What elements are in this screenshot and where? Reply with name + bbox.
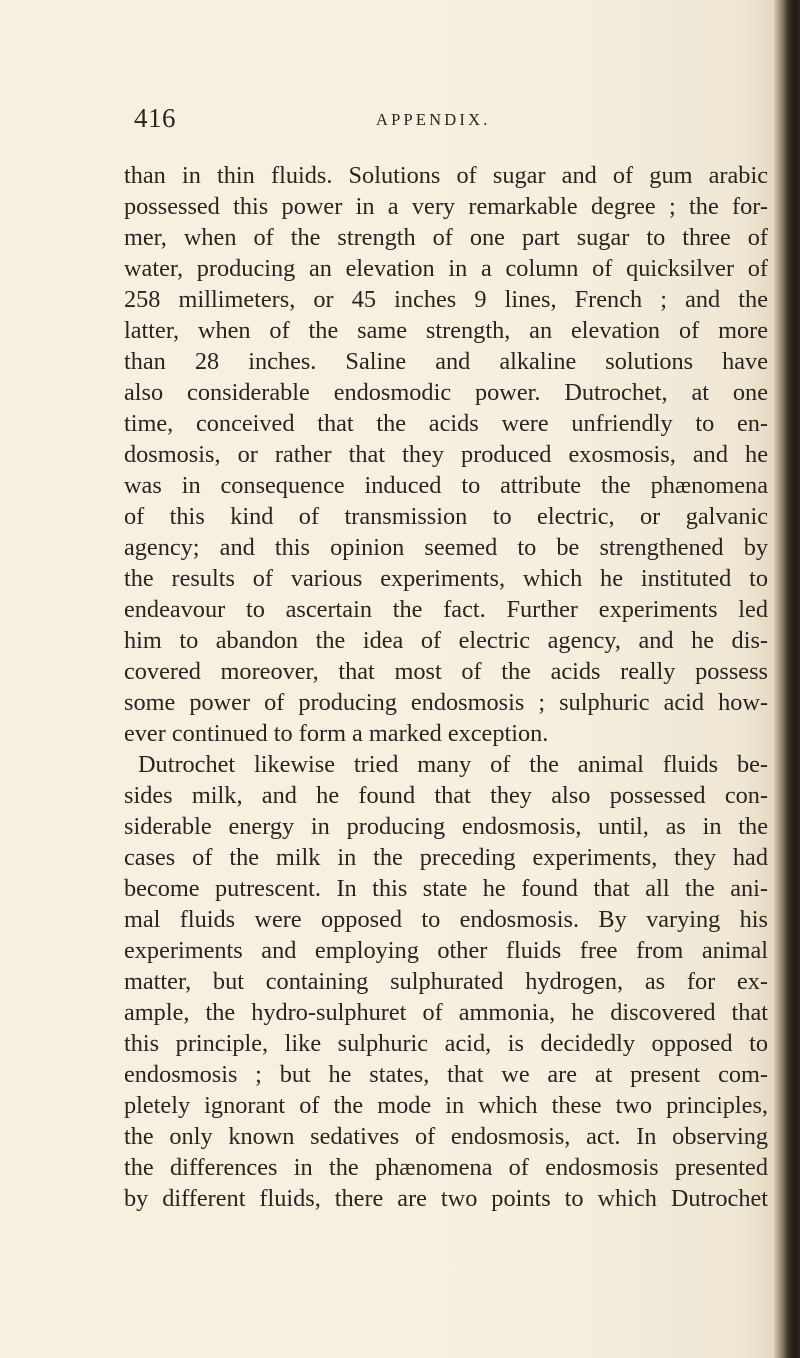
text-line: than 28 inches. Saline and alkaline solutions have <box>124 348 768 375</box>
body-text <box>124 160 768 1214</box>
text-line: experiments and employing other fluids free from animal <box>124 937 768 964</box>
text-line: time, conceived that the acids were unfriendly to en- <box>124 410 768 437</box>
text-line: cases of the milk in the preceding experiments, they had <box>124 844 768 871</box>
text-line-paragraph-end: ever continued to form a marked exception. <box>124 720 549 747</box>
text-line: possessed this power in a very remarkable degree ; the for- <box>124 193 768 220</box>
text-line: matter, but containing sulphurated hydrogen, as for ex- <box>124 968 768 995</box>
text-line: some power of producing endosmosis ; sulphuric acid how- <box>124 689 768 716</box>
text-line: the differences in the phænomena of endosmosis presented <box>124 1154 768 1181</box>
text-line: him to abandon the idea of electric agency, and he dis- <box>124 627 768 654</box>
text-line: the only known sedatives of endosmosis, act. In observing <box>124 1123 768 1150</box>
text-line: sides milk, and he found that they also possessed con- <box>124 782 768 809</box>
text-line: covered moreover, that most of the acids really possess <box>124 658 768 685</box>
text-line: by different fluids, there are two points to which Dutrochet <box>124 1185 768 1212</box>
text-line: become putrescent. In this state he found that all the ani- <box>124 875 768 902</box>
page-header <box>124 103 764 143</box>
text-line: pletely ignorant of the mode in which these two principles, <box>124 1092 768 1119</box>
running-head: APPENDIX. <box>376 110 491 129</box>
text-line-paragraph-start: Dutrochet likewise tried many of the animal fluids be- <box>138 751 768 778</box>
text-line: 258 millimeters, or 45 inches 9 lines, French ; and the <box>124 286 768 313</box>
text-line: mal fluids were opposed to endosmosis. By varying his <box>124 906 768 933</box>
text-line: also considerable endosmodic power. Dutrochet, at one <box>124 379 768 406</box>
text-line: dosmosis, or rather that they produced exosmosis, and he <box>124 441 768 468</box>
text-line: latter, when of the same strength, an elevation of more <box>124 317 768 344</box>
text-line: mer, when of the strength of one part sugar to three of <box>124 224 768 251</box>
text-line: this principle, like sulphuric acid, is decidedly opposed to <box>124 1030 768 1057</box>
text-line: was in consequence induced to attribute the phænomena <box>124 472 768 499</box>
page-number: 416 <box>134 103 176 133</box>
text-line: siderable energy in producing endosmosis, until, as in the <box>124 813 768 840</box>
text-line: agency; and this opinion seemed to be strengthened by <box>124 534 768 561</box>
book-binding-edge <box>774 0 800 1358</box>
text-line: the results of various experiments, which he instituted to <box>124 565 768 592</box>
text-line: ample, the hydro-sulphuret of ammonia, he discovered that <box>124 999 768 1026</box>
text-line: than in thin fluids. Solutions of sugar and of gum arabic <box>124 162 768 189</box>
text-line: water, producing an elevation in a column of quicksilver of <box>124 255 768 282</box>
text-line: endeavour to ascertain the fact. Further experiments led <box>124 596 768 623</box>
text-line: endosmosis ; but he states, that we are at present com- <box>124 1061 768 1088</box>
text-line: of this kind of transmission to electric, or galvanic <box>124 503 768 530</box>
